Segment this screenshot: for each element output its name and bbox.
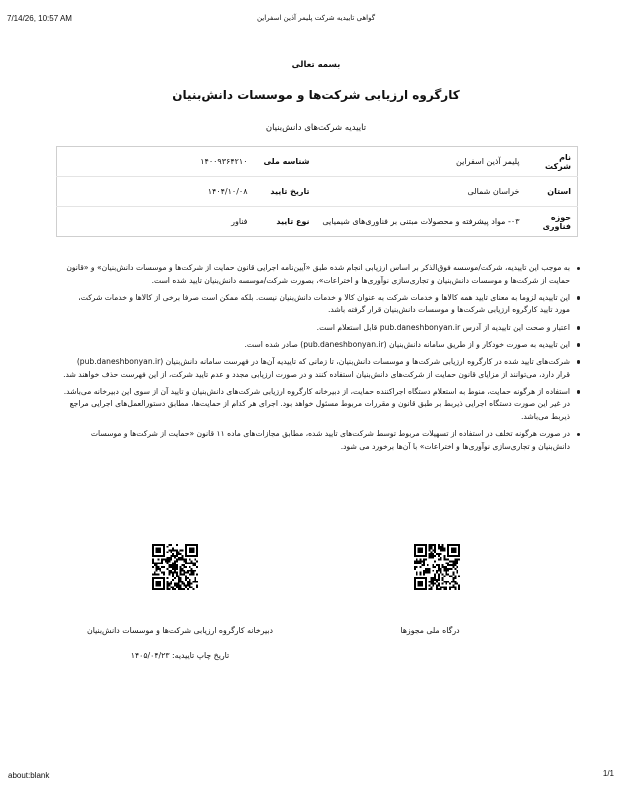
national-id-label: شناسه ملی [254, 147, 316, 177]
list-item: شرکت‌های تایید شده در کارگروه ارزیابی شرکت‌ها و موسسات دانش‌بنیان، تا زمانی که تاییدیه آن‌ها در فهرست سامانه دانش‌بنیان (pub.daneshbonyan.ir) قرار دارد، می‌توانند از مزایای قانون حمایت از شرکت‌های دانش‌بنیان استفاده کنند و در صورت ارزیابی مجدد و عدم تایید شرکت، از این فهرست حذف خواهند شد. [62, 356, 582, 381]
print-footer-url: about:blank [8, 771, 50, 780]
tech-field-value: ۰۳- مواد پیشرفته و محصولات مبتنی بر فناوری‌های شیمیایی [322, 217, 520, 226]
approval-type-label: نوع تایید [276, 217, 310, 226]
national-portal-label: درگاه ملی مجوزها [400, 626, 460, 635]
document-subtitle: تاییدیه شرکت‌های دانش‌بنیان [265, 123, 367, 133]
table-row [57, 147, 578, 177]
approval-type-value: فناور [231, 217, 248, 226]
terms-list [62, 262, 582, 458]
list-item: استفاده از هرگونه حمایت، منوط به استعلام دستگاه اجراکننده حمایت، از دبیرخانه کارگروه ارزیابی شرکت‌های دانش‌بنیان و تایید آن از سوی این دبیرخانه می‌باشد. در غیر این صورت دستگاه اجرایی ذیربط بر طبق قانون و مقررات مربوط مسئول خواهد بود. اجرای هر کدام از حمایت‌ها، مطابق دستورالعمل‌های اجرایی مراجع ذیربط می‌باشد. [62, 386, 582, 424]
qr-code-icon [152, 544, 198, 590]
print-date: تاریخ چاپ تاییدیه: ۱۴۰۵/۰۴/۲۳ [130, 651, 230, 660]
list-item: این تاییدیه لزوما به معنای تایید همه کالاها و خدمات شرکت به عنوان کالا و خدمات دانش‌بنیان نیست. بلکه ممکن است صرفا برخی از کالاها و خدمات شرکت، مورد تایید کارگروه ارزیابی شرکت‌ها و موسسات دانش‌بنیان قرار گرفته باشد. [62, 292, 582, 317]
print-page-title: گواهی تاییدیه شرکت پلیمر آذین اسفراین [256, 14, 376, 22]
print-header [0, 0, 632, 24]
table-row [57, 177, 578, 207]
table-row [57, 207, 578, 237]
list-item: اعتبار و صحت این تاییدیه از آدرس pub.daneshbonyan.ir قابل استعلام است. [62, 322, 582, 335]
province-value: خراسان شمالی [316, 177, 526, 207]
approval-date-value: ۱۴۰۴/۱۰/۰۸ [57, 177, 254, 207]
company-name-value: پلیمر آذین اسفراین [316, 147, 526, 177]
list-item: این تاییدیه به صورت خودکار و از طریق سامانه دانش‌بنیان (pub.daneshbonyan.ir) صادر شده است. [62, 339, 582, 352]
list-item: به موجب این تاییدیه، شرکت/موسسه فوق‌الذکر بر اساس ارزیابی انجام شده طبق «آیین‌نامه اجرایی قانون حمایت از شرکت‌ها و موسسات دانش‌بنیان» و «قانون حمایت از شرکت‌ها و موسسات دانش‌بنیان و تجاری‌سازی نوآوری‌ها و اختراعات»، بصورت شرکت/موسسه دانش‌بنیان تایید شده است. [62, 262, 582, 287]
bismillah-heading: بسمه تعالی [291, 60, 341, 70]
list-item: در صورت هرگونه تخلف در استفاده از تسهیلات مربوط توسط شرکت‌های تایید شده، مطابق مجازات‌های ماده ۱۱ قانون «حمایت از شرکت‌ها و موسسات دانش‌بنیان و تجاری‌سازی نوآوری‌ها و اختراعات» با آن‌ها برخورد می شود. [62, 428, 582, 453]
province-label: استان [526, 177, 578, 207]
secretariat-signature-label: دبیرخانه کارگروه ارزیابی شرکت‌ها و موسسات دانش‌بنیان [87, 626, 273, 635]
qr-code-icon [414, 544, 460, 590]
company-name-label: نام شرکت [526, 147, 578, 177]
print-footer-page: 1/1 [602, 769, 614, 778]
document-title: کارگروه ارزیابی شرکت‌ها و موسسات دانش‌بنیان [172, 88, 460, 102]
approval-date-label: تاریخ تایید [254, 177, 316, 207]
print-datetime: 7/14/26, 10:57 AM [7, 14, 72, 23]
company-info-table [56, 146, 578, 237]
national-id-value: ۱۴۰۰۹۳۶۴۲۱۰ [57, 147, 254, 177]
tech-field-label: حوزه فناوری [542, 212, 571, 231]
